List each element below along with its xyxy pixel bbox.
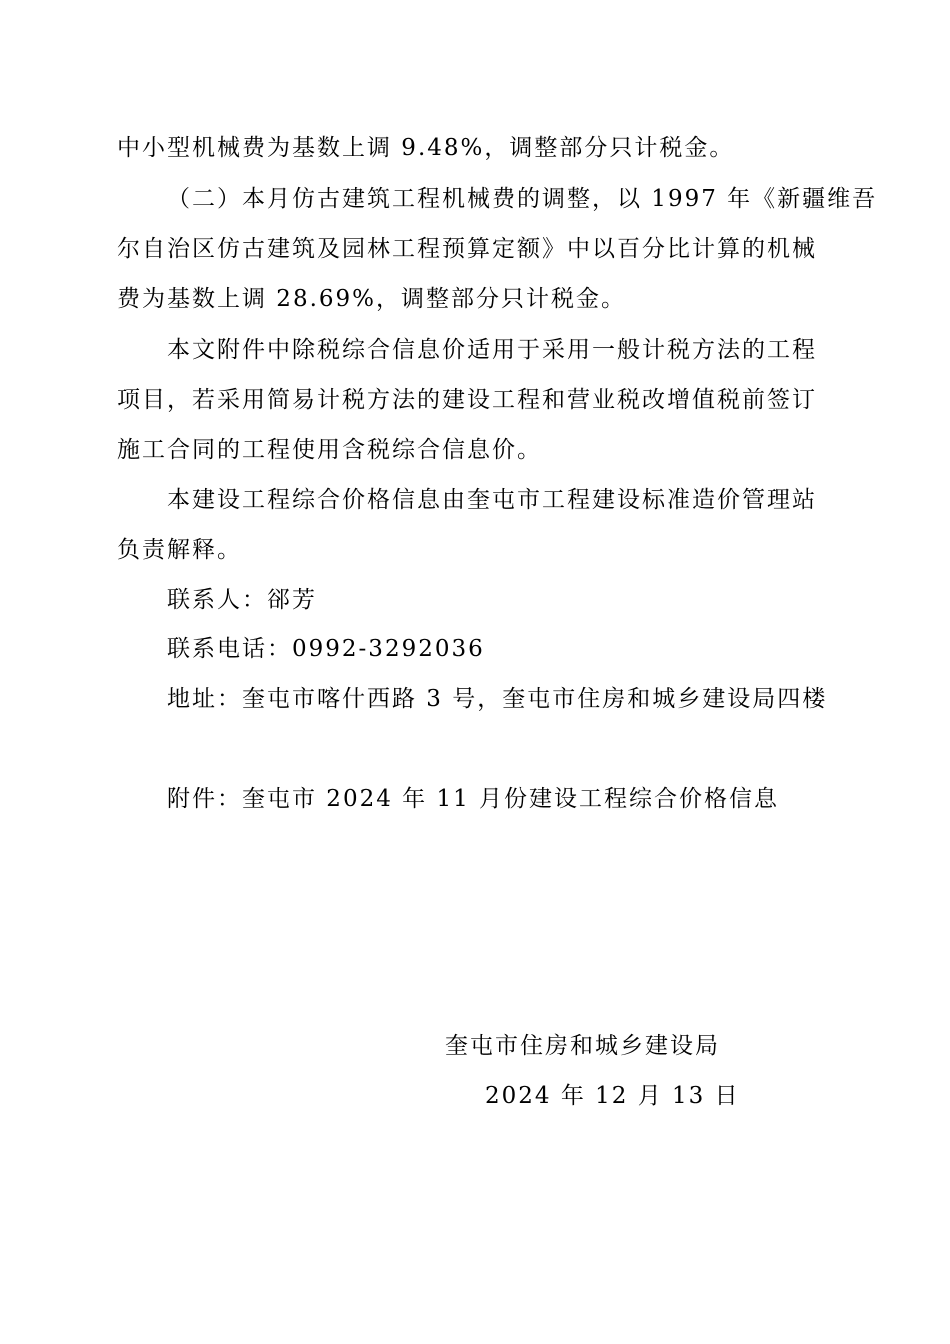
contact-address: 地址：奎屯市喀什西路 3 号，奎屯市住房和城乡建设局四楼 [167,686,828,712]
signature-organization: 奎屯市住房和城乡建设局 [445,1033,720,1059]
paragraph-3-line-2: 项目，若采用简易计税方法的建设工程和营业税改增值税前签订 [117,387,817,413]
paragraph-3-line-3: 施工合同的工程使用含税综合信息价。 [117,437,542,463]
signature-date: 2024 年 12 月 13 日 [485,1083,740,1109]
paragraph-4-line-2: 负责解释。 [117,537,242,563]
paragraph-3-line-1: 本文附件中除税综合信息价适用于采用一般计税方法的工程 [167,337,817,363]
paragraph-1-line-1: 中小型机械费为基数上调 9.48%，调整部分只计税金。 [117,135,735,161]
contact-person: 联系人：郤芳 [167,587,317,613]
contact-phone: 联系电话：0992-3292036 [167,636,485,662]
attachment-note: 附件：奎屯市 2024 年 11 月份建设工程综合价格信息 [167,786,780,812]
paragraph-2-line-2: 尔自治区仿古建筑及园林工程预算定额》中以百分比计算的机械 [117,236,817,262]
paragraph-4-line-1: 本建设工程综合价格信息由奎屯市工程建设标准造价管理站 [167,487,817,513]
paragraph-2-line-3: 费为基数上调 28.69%，调整部分只计税金。 [117,286,627,312]
paragraph-2-line-1: （二）本月仿古建筑工程机械费的调整，以 1997 年《新疆维吾 [167,186,878,212]
